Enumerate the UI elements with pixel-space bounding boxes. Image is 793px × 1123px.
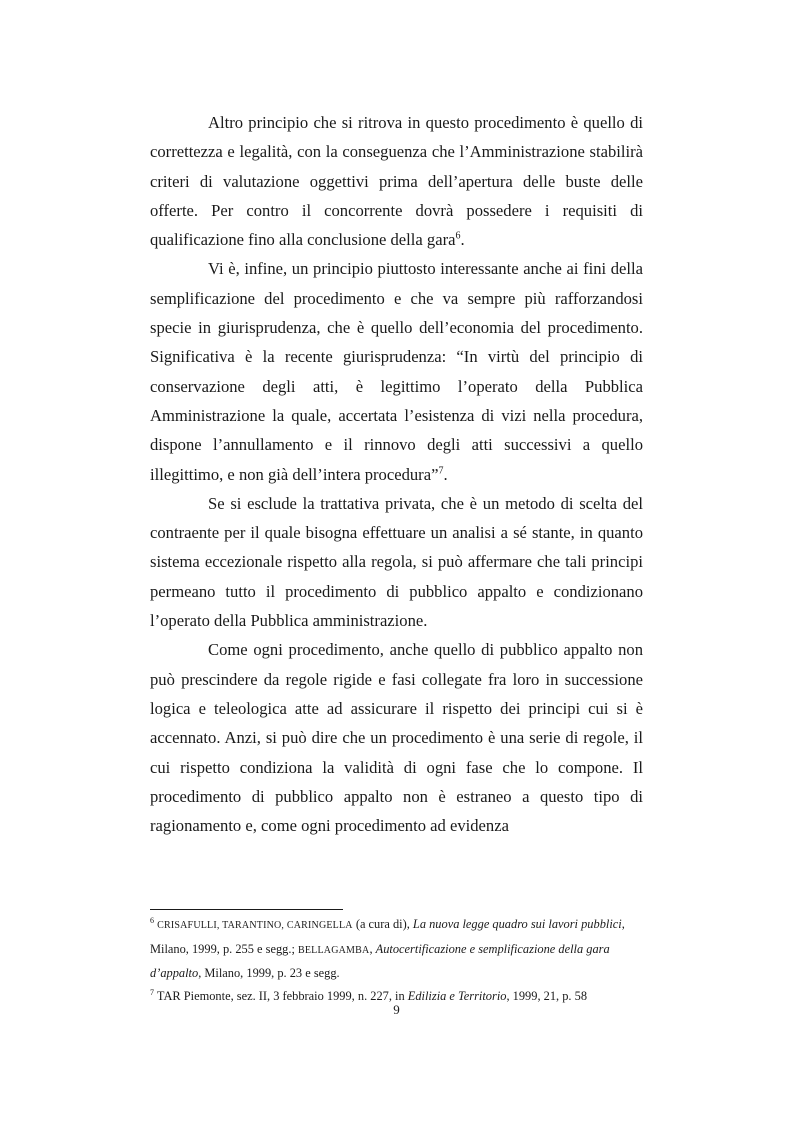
footnote-number: 7 (150, 987, 154, 997)
footnote-number: 6 (150, 915, 154, 925)
paragraph-end-punctuation: . (460, 230, 465, 250)
page-number: 9 (393, 1002, 400, 1017)
footnote-authors: CRISAFULLI, TARANTINO, CARINGELLA (157, 920, 353, 931)
footnote-prefix: TAR Piemonte, sez. II, 3 febbraio 1999, n. 227, in (156, 988, 408, 1003)
footnote-6 (150, 913, 643, 985)
footnote-role: (a cura di), (352, 917, 413, 931)
footnote-title-2: Autocertificazione e semplificazione della gara d’appalto (150, 941, 610, 981)
footnote-title: Edilizia e Territorio (407, 988, 507, 1003)
footnotes (150, 913, 643, 1007)
main-text (150, 108, 643, 840)
paragraph-procedimento (150, 635, 643, 840)
paragraph-text: Altro principio che si ritrova in questo procedimento è quello di correttezza e legalità, con la conseguenza che l’Amministrazione stabilirà criteri di valutazione oggettivi prima dell’apertura delle buste delle offerte. Per contro il concorrente dovrà possedere i requisiti di qualificazione fino alla conclusione della gara (150, 113, 643, 250)
paragraph-text: Vi è, infine, un principio piuttosto interessante anche ai fini della semplificazione del procedimento e che va sempre più rafforzandosi specie in giurisprudenza, che è quello dell’economia del procedimento. Significativa è la recente giurisprudenza: “In virtù del principio di conservazione degli atti, è legittimo l’operato della Pubblica Amministrazione la quale, accertata l’esistenza di vizi nella procedura, dispone l’annullamento e il rinnovo degli atti successivi a quello illegittimo, e non già dell’intera procedura” (150, 259, 643, 484)
paragraph-text: Come ogni procedimento, anche quello di pubblico appalto non può prescindere da regole rigide e fasi collegate fra loro in successione logica e teleologica atte ad assicurare il rispetto dei principi cui si è accennato. Anzi, si può dire che un procedimento è una serie di regole, il cui rispetto condiziona la validità di ogni fase che lo compone. Il procedimento di pubblico appalto non è estraneo a questo tipo di ragionamento e, come ogni procedimento ad evidenza (150, 640, 643, 836)
footnote-details: , 1999, 21, p. 58 (506, 988, 588, 1003)
paragraph-end-punctuation: . (443, 464, 448, 484)
footnote-details: , Milano, 1999, p. 255 e segg.; (150, 917, 625, 956)
footnote-reference: 7 (438, 465, 444, 477)
footnote-author-2: BELLAGAMBA (298, 944, 370, 956)
footnote-title: La nuova legge quadro sui lavori pubblici (412, 917, 622, 931)
footnote-reference: 6 (455, 230, 461, 242)
footnote-separator-text: , (369, 941, 376, 956)
paragraph-economia (150, 254, 643, 488)
paragraph-text: Se si esclude la trattativa privata, che è un metodo di scelta del contraente per il quale bisogna effettuare un analisi a sé stante, in quanto sistema eccezionale rispetto alla regola, si può affermare che tali principi permeano tutto il procedimento di pubblico appalto e condizionano l’operato della Pubblica amministrazione. (150, 493, 643, 631)
footnote-separator (150, 909, 343, 910)
paragraph-trattativa (150, 489, 643, 635)
paragraph-correttezza (150, 108, 643, 254)
footnote-details-2: , Milano, 1999, p. 23 e segg. (198, 966, 340, 981)
